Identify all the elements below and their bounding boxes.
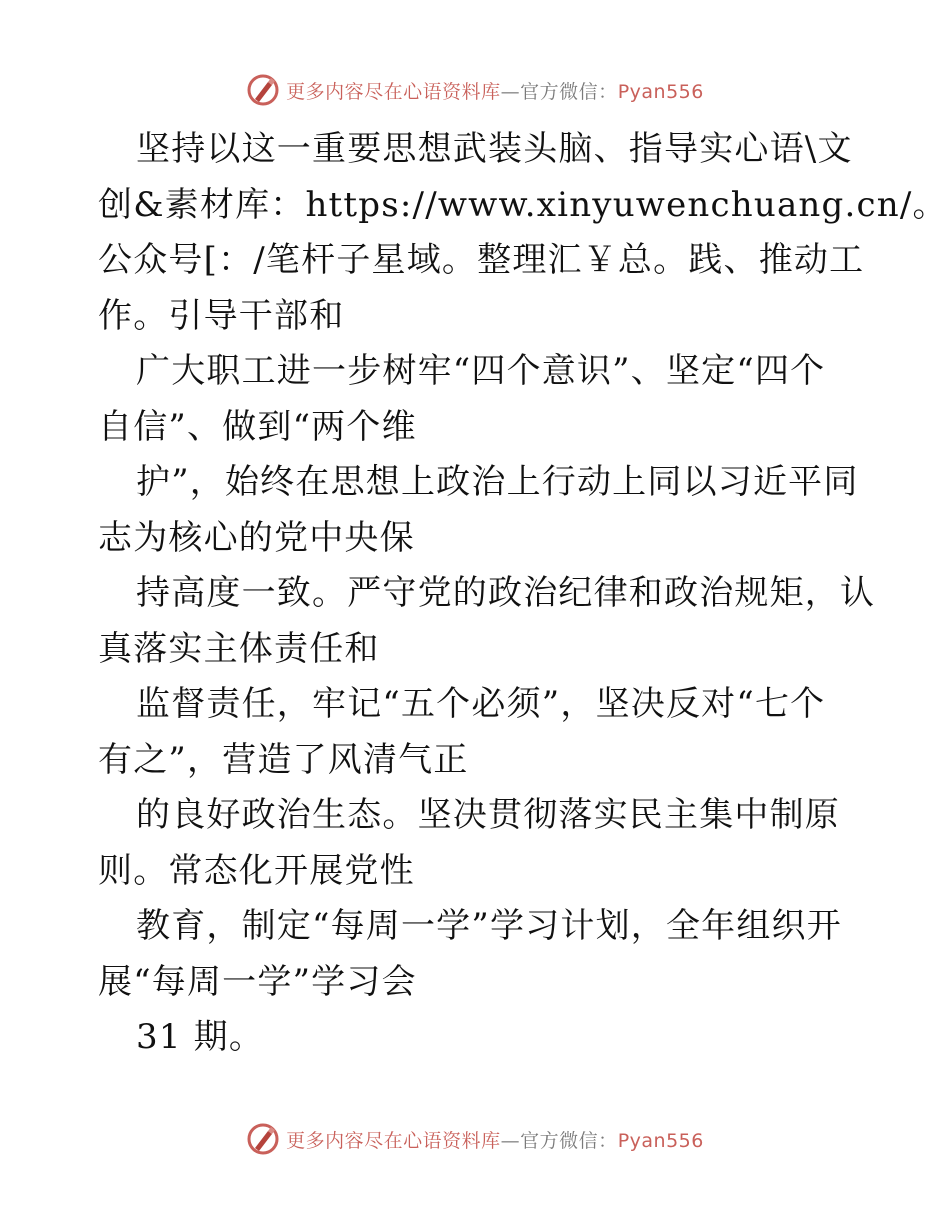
footer-banner-account: Pyan556: [617, 1129, 704, 1152]
body-line-11: 监督责任，牢记“五个必须”，坚决反对“七个: [136, 684, 826, 724]
header-banner-text: [286, 77, 704, 104]
body-line-17: 31 期。: [136, 1017, 265, 1057]
body-line-4: 作。引导干部和: [98, 295, 345, 336]
header-banner: [0, 70, 950, 110]
header-banner-account: Pyan556: [617, 80, 704, 103]
footer-banner-text: [286, 1126, 704, 1153]
footer-banner: [0, 1119, 950, 1159]
footer-banner-dash: —: [500, 1129, 521, 1152]
body-line-1: 坚持以这一重要思想武装头脑、指导实心语\文: [136, 129, 853, 169]
body-line-9: 持高度一致。严守党的政治纪律和政治规矩，认: [136, 573, 876, 613]
body-line-2: 创&素材库：https://www.xinyuwenchuang.cn/。: [98, 184, 948, 225]
body-line-14: 则。常态化开展党性: [98, 850, 415, 891]
body-line-8: 志为核心的党中央保: [98, 517, 415, 558]
body-line-7: 护”，始终在思想上政治上行动上同以习近平同: [136, 462, 859, 502]
header-banner-dash: —: [500, 80, 521, 103]
body-line-3: 公众号[：/笔杆子星域。整理汇￥总。践、推动工: [98, 240, 865, 280]
header-banner-main: 更多内容尽在心语资料库: [286, 80, 501, 103]
body-line-12: 有之”，营造了风清气正: [98, 739, 469, 780]
footer-banner-official: 官方微信：: [520, 1129, 618, 1152]
body-line-16: 展“每周一学”学习会: [98, 961, 417, 1002]
body-line-15: 教育，制定“每周一学”学习计划，全年组织开: [136, 906, 842, 946]
body-line-10: 真落实主体责任和: [98, 628, 380, 669]
body-line-5: 广大职工进一步树牢“四个意识”、坚定“四个: [136, 351, 826, 391]
document-body: [98, 122, 948, 1066]
pen-circle-logo-icon: [246, 1122, 280, 1156]
body-line-13: 的良好政治生态。坚决贯彻落实民主集中制原: [136, 795, 840, 835]
header-banner-official: 官方微信：: [520, 80, 618, 103]
body-line-6: 自信”、做到“两个维: [98, 406, 417, 447]
pen-circle-logo-icon: [246, 73, 280, 107]
footer-banner-main: 更多内容尽在心语资料库: [286, 1129, 501, 1152]
